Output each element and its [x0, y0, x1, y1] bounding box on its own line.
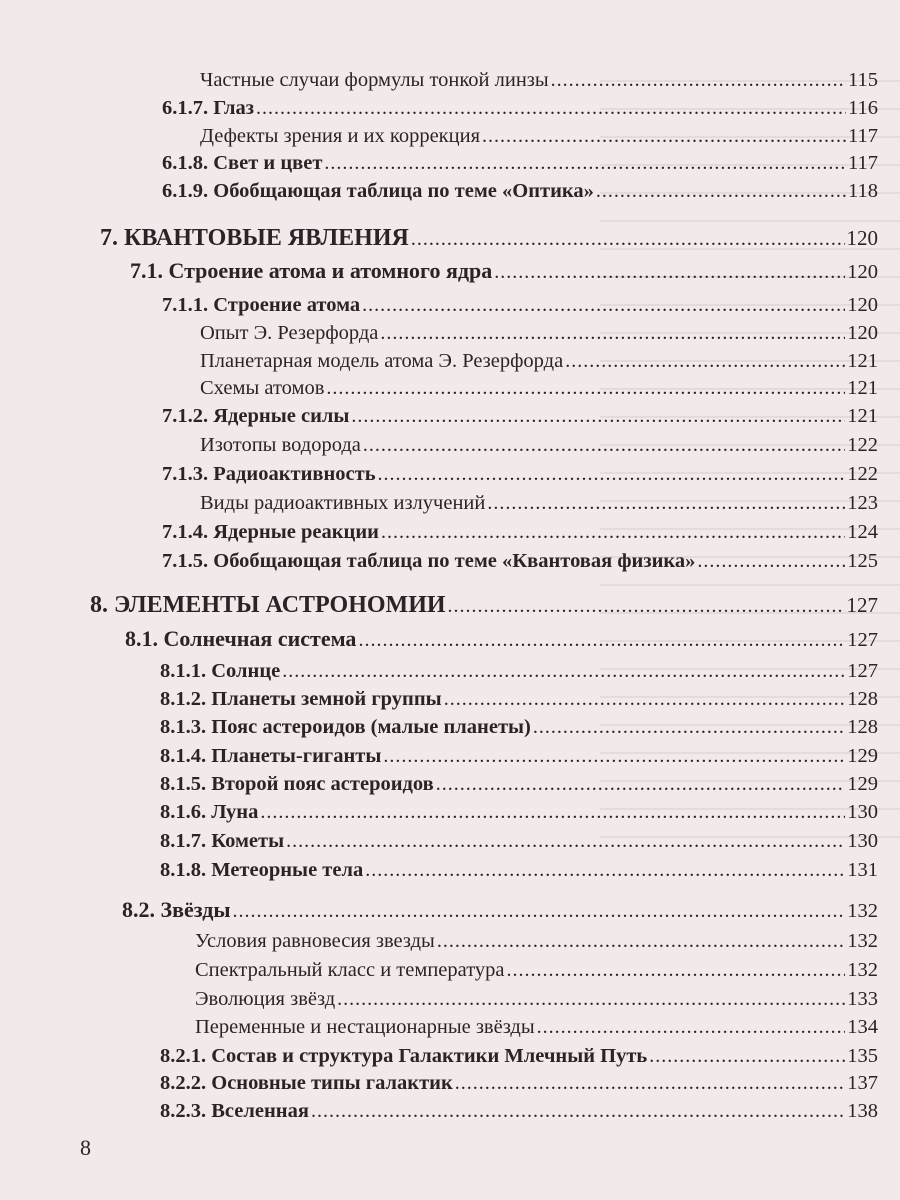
toc-entry-page: 130 — [847, 801, 878, 823]
toc-entry — [160, 770, 878, 798]
dot-leader — [358, 626, 845, 654]
dot-leader — [363, 431, 845, 459]
dot-leader — [411, 225, 845, 253]
dot-leader — [260, 798, 845, 826]
dot-leader — [311, 1097, 845, 1125]
toc-entry-title: 8.2.3. Вселенная — [160, 1100, 309, 1122]
toc-entry-page: 127 — [846, 593, 878, 617]
toc-entry-title: 8. ЭЛЕМЕНТЫ АСТРОНОМИИ — [90, 592, 446, 618]
toc-entry-title: Планетарная модель атома Э. Резерфорда — [200, 350, 564, 372]
toc-entry-page: 132 — [847, 959, 878, 981]
toc-entry-page: 125 — [847, 550, 878, 572]
toc-entry-page: 116 — [848, 97, 878, 119]
toc-entry — [200, 122, 878, 150]
toc-entry-page: 132 — [847, 900, 878, 922]
toc-entry-page: 128 — [847, 716, 878, 738]
dot-leader — [507, 956, 846, 984]
toc-entry-page: 120 — [847, 322, 878, 344]
toc-entry-page: 124 — [847, 521, 878, 543]
toc-entry — [195, 927, 878, 955]
dot-leader — [448, 592, 845, 620]
toc-entry — [162, 518, 878, 546]
toc-entry — [162, 94, 878, 122]
toc-entry-page: 122 — [847, 463, 878, 485]
toc-entry-page: 120 — [846, 226, 878, 250]
toc-entry — [162, 460, 878, 488]
toc-entry — [200, 66, 878, 94]
toc-entry-page: 127 — [847, 629, 878, 651]
toc-entry — [195, 956, 878, 984]
dot-leader — [326, 374, 845, 402]
toc-entry-title: Схемы атомов — [200, 377, 325, 399]
dot-leader — [565, 347, 845, 375]
toc-entry-title: 8.1.8. Метеорные тела — [160, 859, 364, 881]
toc-entry-title: 6.1.8. Свет и цвет — [162, 152, 323, 174]
dot-leader — [551, 66, 846, 94]
toc-entry-page: 117 — [848, 152, 878, 174]
toc-entry-title: Спектральный класс и температура — [195, 959, 505, 981]
toc-entry — [160, 657, 878, 685]
dot-leader — [362, 291, 845, 319]
dot-leader — [378, 460, 846, 488]
toc-entry-page: 120 — [847, 294, 878, 316]
dot-leader — [444, 685, 846, 713]
toc-entry-title: Переменные и нестационарные звёзды — [195, 1016, 535, 1038]
toc-entry-title: 8.2.1. Состав и структура Галактики Млечный Путь — [160, 1045, 648, 1067]
dot-leader — [649, 1042, 845, 1070]
dot-leader — [380, 319, 845, 347]
dot-leader — [487, 489, 845, 517]
dot-leader — [697, 547, 845, 575]
toc-entry-page: 123 — [847, 492, 878, 514]
toc-entry-title: 7.1.2. Ядерные силы — [162, 405, 350, 427]
dot-leader — [337, 985, 845, 1013]
toc-entry — [200, 374, 878, 402]
dot-leader — [494, 258, 845, 286]
toc-entry-page: 130 — [847, 830, 878, 852]
dot-leader — [351, 402, 845, 430]
toc-entry-title: 8.1. Солнечная система — [125, 626, 357, 651]
toc-entry-page: 127 — [847, 660, 878, 682]
toc-entry — [130, 257, 878, 285]
toc-entry-page: 137 — [847, 1072, 878, 1094]
dot-leader — [482, 122, 846, 150]
toc-entry-page: 135 — [847, 1045, 878, 1067]
toc-entry — [160, 1097, 878, 1125]
page-number: 8 — [80, 1135, 91, 1160]
toc-entry — [162, 149, 878, 177]
toc-entry — [160, 827, 878, 855]
dot-leader — [233, 897, 846, 925]
toc-entry — [160, 798, 878, 826]
toc-entry-page: 138 — [847, 1100, 878, 1122]
toc-entry-title: 8.1.3. Пояс астероидов (малые планеты) — [160, 716, 531, 738]
dot-leader — [383, 742, 845, 770]
toc-entry — [195, 985, 878, 1013]
toc-entry-page: 134 — [847, 1016, 878, 1038]
toc-entry-page: 118 — [848, 180, 878, 202]
toc-entry — [122, 896, 878, 924]
toc-entry-title: 8.1.6. Луна — [160, 801, 259, 823]
dot-leader — [256, 94, 846, 122]
toc-entry-title: 8.1.4. Планеты-гиганты — [160, 745, 382, 767]
dot-leader — [365, 856, 845, 884]
dot-leader — [282, 657, 845, 685]
toc-entry-title: 6.1.9. Обобщающая таблица по теме «Оптика» — [162, 180, 594, 202]
toc-entry-page: 122 — [847, 434, 878, 456]
toc-entry — [200, 319, 878, 347]
toc-entry-page: 120 — [847, 261, 878, 283]
toc-entry — [160, 1069, 878, 1097]
dot-leader — [324, 149, 846, 177]
toc-entry — [100, 224, 878, 252]
toc-entry-title: Дефекты зрения и их коррекция — [200, 125, 480, 147]
toc-entry-page: 121 — [847, 377, 878, 399]
toc-entry-title: Опыт Э. Резерфорда — [200, 322, 379, 344]
toc-entry-page: 131 — [847, 859, 878, 881]
toc-entry — [160, 856, 878, 884]
toc-entry — [162, 291, 878, 319]
dot-leader — [437, 927, 845, 955]
toc-entry — [200, 489, 878, 517]
toc-entry-page: 121 — [847, 405, 878, 427]
toc-entry — [162, 402, 878, 430]
toc-entry-page: 117 — [848, 125, 878, 147]
toc-entry-title: 8.1.2. Планеты земной группы — [160, 688, 442, 710]
toc-entry-page: 133 — [847, 988, 878, 1010]
toc-entry-title: 6.1.7. Глаз — [162, 97, 254, 119]
toc-entry-page: 129 — [847, 773, 878, 795]
toc-entry — [162, 177, 878, 205]
toc-entry — [200, 431, 878, 459]
toc-entry — [160, 713, 878, 741]
toc-entry — [160, 685, 878, 713]
dot-leader — [286, 827, 845, 855]
toc-entry — [90, 591, 878, 619]
dot-leader — [596, 177, 846, 205]
toc-entry — [160, 742, 878, 770]
toc-entry-title: Условия равновесия звезды — [195, 930, 435, 952]
toc-entry-title: Виды радиоактивных излучений — [200, 492, 486, 514]
toc-entry — [195, 1013, 878, 1041]
toc-entry-title: 7.1.5. Обобщающая таблица по теме «Квантовая физика» — [162, 550, 696, 572]
dot-leader — [381, 518, 845, 546]
toc-entry — [200, 347, 878, 375]
toc-entry-page: 129 — [847, 745, 878, 767]
toc-entry-page: 128 — [847, 688, 878, 710]
dot-leader — [436, 770, 846, 798]
toc-entry-title: 7.1.1. Строение атома — [162, 294, 361, 316]
toc-entry-title: 7.1.3. Радиоактивность — [162, 463, 376, 485]
toc-entry-page: 115 — [848, 69, 878, 91]
toc-entry-title: 8.1.7. Кометы — [160, 830, 285, 852]
toc-entry-title: 7.1.4. Ядерные реакции — [162, 521, 379, 543]
toc-entry-title: 7.1. Строение атома и атомного ядра — [130, 258, 493, 283]
dot-leader — [537, 1013, 846, 1041]
toc-entry-title: 8.2.2. Основные типы галактик — [160, 1072, 453, 1094]
toc-entry-title: 8.1.1. Солнце — [160, 660, 281, 682]
toc-entry — [160, 1042, 878, 1070]
toc-entry-title: Изотопы водорода — [200, 434, 361, 456]
toc-entry-title: Эволюция звёзд — [195, 988, 336, 1010]
toc-entry — [125, 625, 878, 653]
toc-entry-title: 7. КВАНТОВЫЕ ЯВЛЕНИЯ — [100, 225, 409, 251]
toc-entry-title: 8.2. Звёзды — [122, 897, 231, 922]
toc-entry-title: Частные случаи формулы тонкой линзы — [200, 69, 549, 91]
toc-entry-title: 8.1.5. Второй пояс астероидов — [160, 773, 434, 795]
toc-entry-page: 132 — [847, 930, 878, 952]
toc-entry-page: 121 — [847, 350, 878, 372]
dot-leader — [455, 1069, 845, 1097]
toc-entry — [162, 547, 878, 575]
dot-leader — [533, 713, 845, 741]
